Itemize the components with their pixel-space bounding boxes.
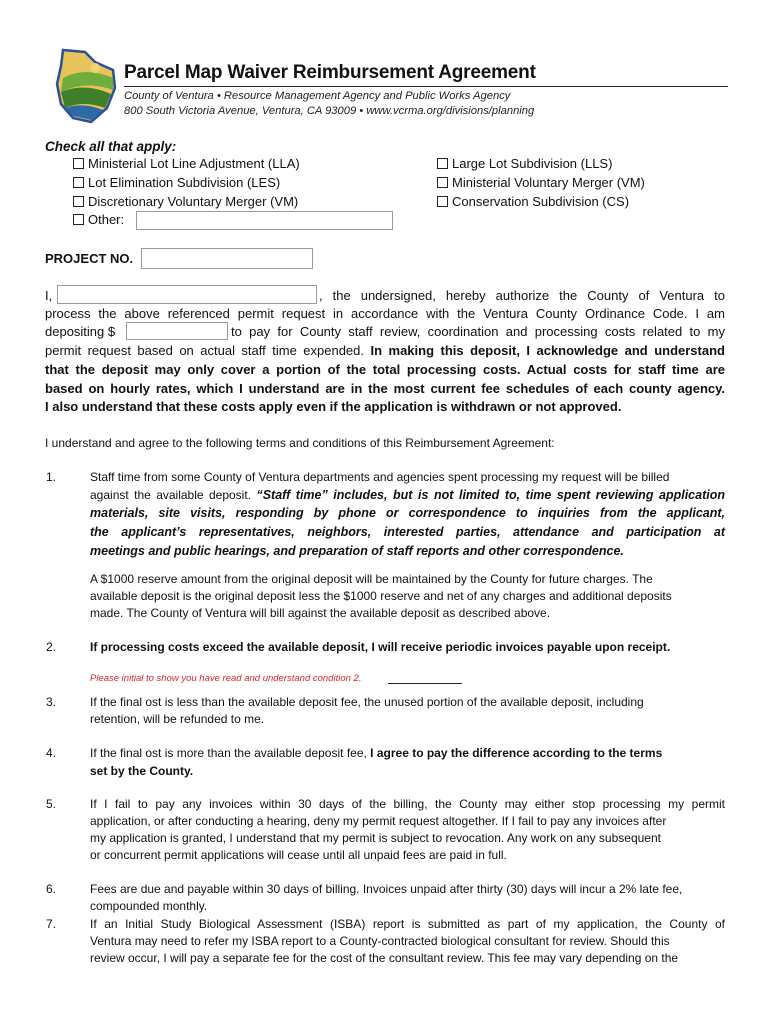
intro-i: I,: [45, 288, 53, 303]
deposit-amount-input[interactable]: [126, 322, 228, 340]
project-number-label: PROJECT NO.: [45, 251, 134, 266]
checkbox-lla[interactable]: [73, 156, 300, 171]
item-1-para2-line-1: A $1000 reserve amount from the original deposit will be maintained by the County for future charges. The: [90, 572, 653, 586]
item-6-number: 6.: [46, 882, 57, 896]
item-6-line-1: Fees are due and payable within 30 days of billing. Invoices unpaid after thirty (30) days will incur a 2% late fee,: [90, 882, 683, 896]
intro-depositing: depositing $: [45, 324, 116, 339]
checkbox-discretionary-vm[interactable]: [73, 194, 298, 209]
item-1-line-1: Staff time from some County of Ventura departments and agencies spent processing my request will be billed: [90, 470, 670, 484]
item-1-line-4: the applicant’s representatives, neighbors, interested parties, attendance and participation at: [90, 525, 725, 539]
intro-line-2: process the above referenced permit request in accordance with the Ventura County Ordinance Code. I am: [45, 306, 725, 321]
checkbox-lls[interactable]: [437, 156, 612, 171]
intro-line-5: that the deposit may only cover a portion of the total processing costs. Actual costs for staff time are: [45, 362, 725, 377]
item-2-text: If processing costs exceed the available deposit, I will receive periodic invoices payable upon receipt.: [90, 640, 671, 654]
checkbox-box[interactable]: [73, 177, 84, 188]
item-5-line-2: application, or after conducting a hearing, deny my permit request altogether. If I fail to pay any invoices after: [90, 814, 667, 828]
item-7-line-3: review occur, I will pay a separate fee for the cost of the consultant review. This fee may vary depending on the: [90, 951, 679, 965]
item-1-line-5: meetings and public hearings, and preparation of staff reports and other correspondence.: [90, 544, 624, 558]
intro-line-6: based on hourly rates, which I understand are in the most current fee schedules of each county agency.: [45, 381, 725, 396]
county-logo: [55, 48, 117, 124]
item-4-line-2: set by the County.: [90, 764, 194, 778]
intro-line-4: [45, 343, 725, 358]
intro-line-4b: In making this deposit, I acknowledge and understand: [370, 343, 725, 358]
item-1-line-2: [90, 488, 725, 502]
item-1-line-2b: “Staff time” includes, but is not limited to, time spent reviewing application: [256, 488, 725, 502]
initial-instruction: Please initial to show you have read and understand condition 2.: [90, 673, 362, 684]
item-4-line-1b: I agree to pay the difference according to the terms: [370, 746, 663, 760]
checkbox-box[interactable]: [73, 196, 84, 207]
item-1-para2-line-3: made. The County of Ventura will bill against the available deposit as described above.: [90, 606, 551, 620]
checkbox-label: Ministerial Voluntary Merger (VM): [452, 175, 645, 190]
intro-line-4a: permit request based on actual staff time expended.: [45, 343, 371, 358]
intro-line-1: , the undersigned, hereby authorize the County of Ventura to: [319, 288, 725, 303]
title-rule: [124, 86, 728, 87]
item-2-number: 2.: [46, 640, 57, 654]
checkbox-box[interactable]: [437, 177, 448, 188]
terms-intro: I understand and agree to the following terms and conditions of this Reimbursement Agreement:: [45, 436, 555, 450]
item-5-number: 5.: [46, 797, 57, 811]
item-1-number: 1.: [46, 470, 57, 484]
item-3-line-2: retention, will be refunded to me.: [90, 712, 265, 726]
item-5-line-1: If I fail to pay any invoices within 30 days of the billing, the County may either stop processing my permit: [90, 797, 725, 811]
item-3-line-1: If the final ost is less than the available deposit fee, the unused portion of the available deposit, including: [90, 695, 644, 709]
checkbox-other[interactable]: [73, 212, 124, 227]
checkbox-box[interactable]: [437, 196, 448, 207]
checkbox-label: Other:: [88, 212, 125, 227]
item-5-line-3: my application is granted, I understand that my permit is subject to revocation. Any work on any subsequent: [90, 831, 661, 845]
checkbox-box[interactable]: [73, 214, 84, 225]
checkbox-label: Lot Elimination Subdivision (LES): [88, 175, 281, 190]
checkbox-box[interactable]: [437, 158, 448, 169]
other-input[interactable]: [136, 211, 393, 230]
initial-field[interactable]: [388, 683, 462, 684]
intro-line-3: to pay for County staff review, coordination and processing costs related to my: [231, 324, 725, 339]
checkbox-box[interactable]: [73, 158, 84, 169]
checkbox-label: Conservation Subdivision (CS): [452, 194, 630, 209]
item-3-number: 3.: [46, 695, 57, 709]
agency-line: County of Ventura • Resource Management Agency and Public Works Agency: [124, 90, 511, 102]
item-1-line-3: materials, site visits, responding by phone or correspondence to inquiries from the applicant,: [90, 506, 725, 520]
intro-line-7: I also understand that these costs apply even if the application is withdrawn or not approved.: [45, 399, 622, 414]
checkbox-label: Large Lot Subdivision (LLS): [452, 156, 613, 171]
item-1-para2-line-2: available deposit is the original deposit less the $1000 reserve and net of any charges and additional deposits: [90, 589, 672, 603]
checkbox-label: Ministerial Lot Line Adjustment (LLA): [88, 156, 300, 171]
item-5-line-4: or concurrent permit applications will cease until all unpaid fees are paid in full.: [90, 848, 507, 862]
item-7-number: 7.: [46, 917, 57, 931]
item-4-line-1a: If the final ost is more than the available deposit fee,: [90, 746, 371, 760]
checkbox-les[interactable]: [73, 175, 280, 190]
checkbox-ministerial-vm[interactable]: [437, 175, 645, 190]
item-1-line-2a: against the available deposit.: [90, 488, 257, 502]
checklist-heading: Check all that apply:: [45, 139, 177, 154]
document-title: Parcel Map Waiver Reimbursement Agreement: [124, 62, 536, 83]
item-4-number: 4.: [46, 746, 57, 760]
name-input[interactable]: [57, 285, 317, 304]
address-line: 800 South Victoria Avenue, Ventura, CA 93009 • www.vcrma.org/divisions/planning: [124, 105, 535, 117]
item-4-line-1: [90, 746, 662, 760]
item-7-line-2: Ventura may need to refer my ISBA report to a County-contracted biological consultant for review. Should this: [90, 934, 670, 948]
checkbox-cs[interactable]: [437, 194, 629, 209]
item-6-line-2: compounded monthly.: [90, 899, 208, 913]
checkbox-label: Discretionary Voluntary Merger (VM): [88, 194, 299, 209]
item-7-line-1: If an Initial Study Biological Assessment (ISBA) report is submitted as part of my application, the County of: [90, 917, 725, 931]
project-number-input[interactable]: [141, 248, 313, 269]
